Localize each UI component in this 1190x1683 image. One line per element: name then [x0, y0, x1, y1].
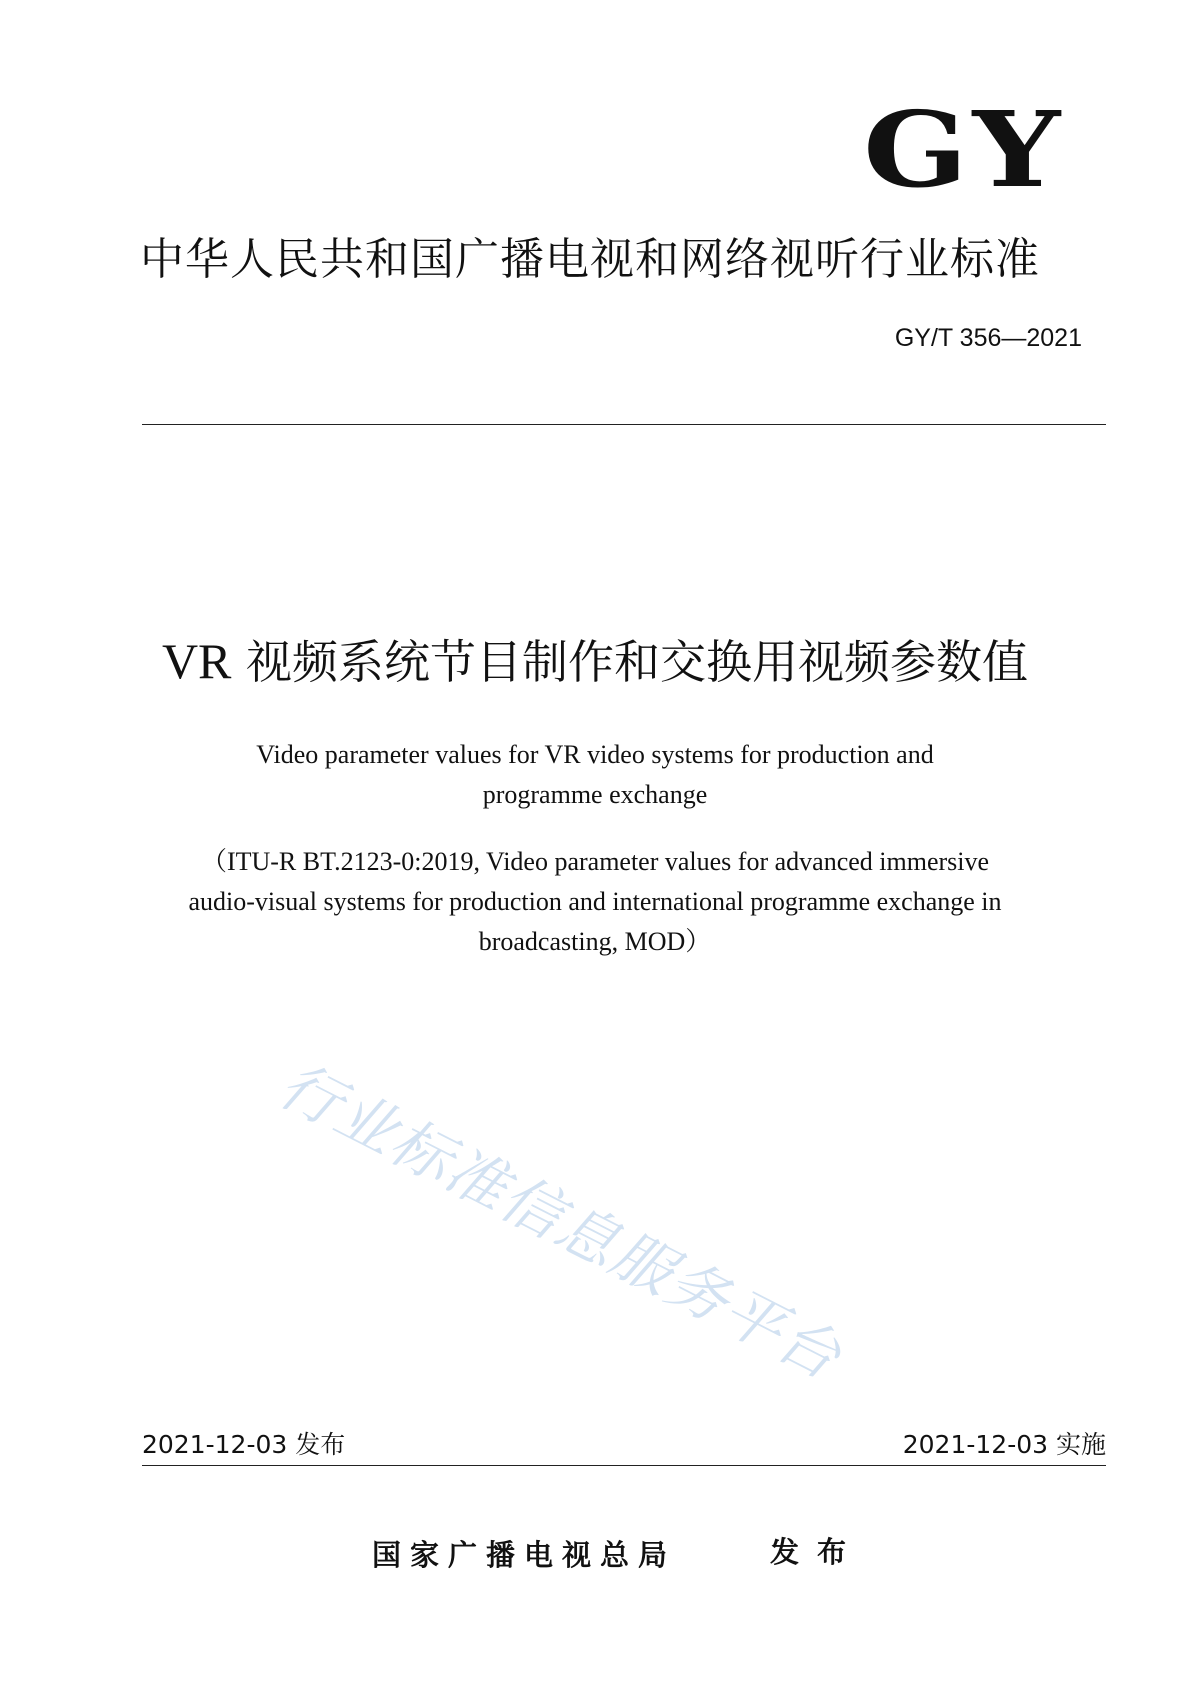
chinese-title-main: 视频系统节目制作和交换用视频参数值 — [231, 635, 1029, 689]
chinese-title-prefix: VR — [161, 633, 232, 689]
top-divider — [142, 424, 1106, 425]
issue-date: 2021-12-03 发布 — [142, 1430, 346, 1459]
publisher: 国家广播电视总局 — [372, 1538, 677, 1572]
bottom-divider — [142, 1465, 1106, 1466]
chinese-title — [100, 630, 1090, 693]
implementation-date: 2021-12-03 实施 — [902, 1430, 1106, 1459]
reference-line-3: broadcasting, MOD） — [478, 927, 712, 956]
org-title: 中华人民共和国广播电视和网络视听行业标准 — [140, 234, 1040, 285]
publish-label: 发布 — [770, 1535, 865, 1569]
gy-logo: GY — [863, 88, 1065, 211]
reference-line-1: （ITU-R BT.2123-0:2019, Video parameter values for advanced immersive — [200, 847, 990, 876]
english-title — [170, 735, 1020, 815]
english-title-line-1: Video parameter values for VR video systems for production and — [256, 740, 934, 769]
english-title-line-2: programme exchange — [482, 780, 708, 809]
watermark: 行业标准信息服务平台 — [268, 1050, 853, 1394]
reference-standard — [120, 842, 1070, 962]
reference-line-2: audio-visual systems for production and international programme exchange in — [188, 887, 1002, 916]
standard-number: GY/T 356—2021 — [894, 324, 1082, 352]
